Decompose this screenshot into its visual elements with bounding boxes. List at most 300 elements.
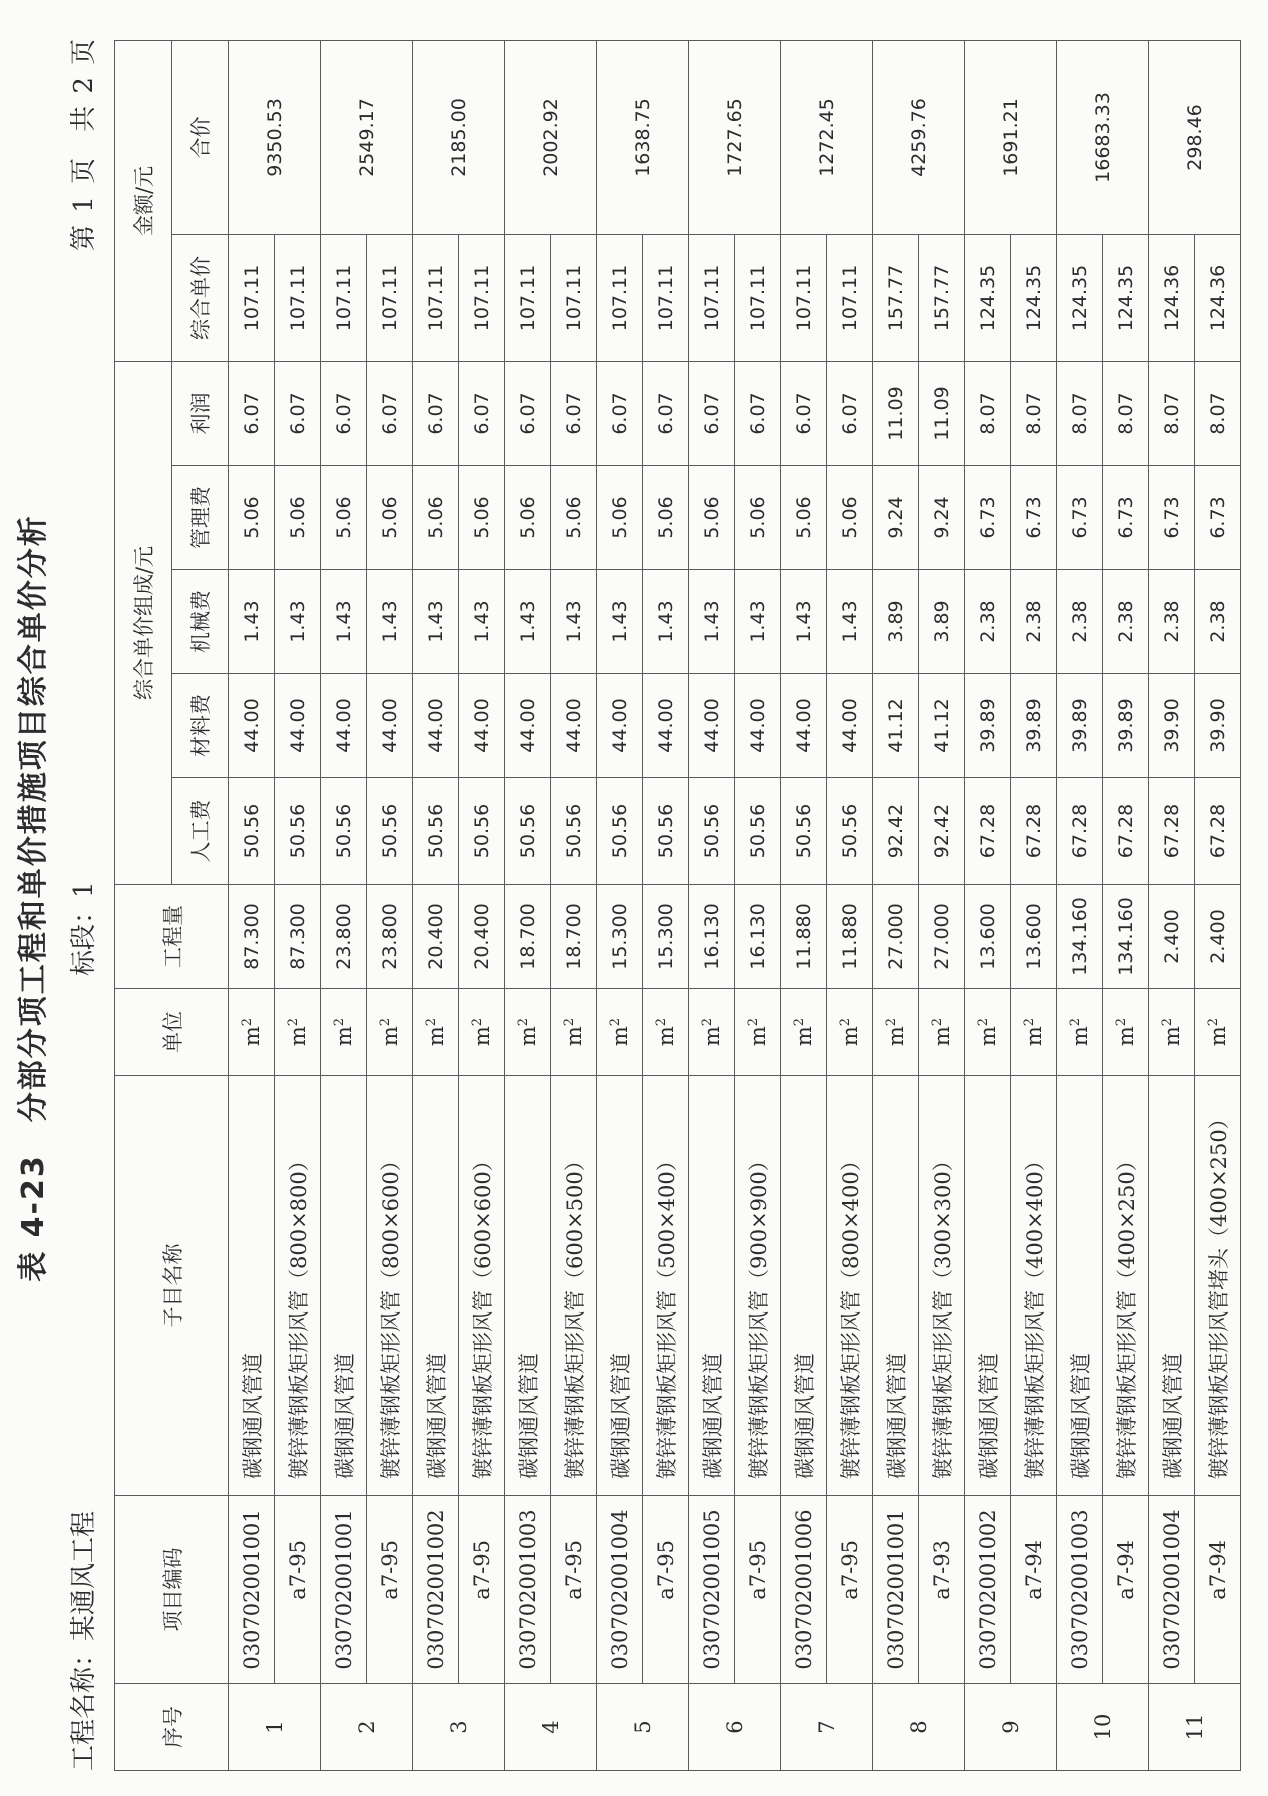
sub-labor-cell: 67.28 xyxy=(1103,778,1149,885)
qty-cell: 13.600 xyxy=(965,885,1011,989)
unit-cell xyxy=(551,989,597,1076)
name-cell: 碳钢通风管道 xyxy=(597,1076,643,1496)
total-cell: 1638.75 xyxy=(597,40,689,234)
sub-material-cell: 41.12 xyxy=(919,674,965,778)
unit-cell xyxy=(735,989,781,1076)
seq-cell: 8 xyxy=(873,1684,965,1771)
material-cell: 44.00 xyxy=(229,674,275,778)
unit-text: m xyxy=(745,1026,770,1047)
unit-text: m xyxy=(423,1026,448,1047)
header-code: 项目编码 xyxy=(115,1496,229,1684)
profit-cell: 6.07 xyxy=(781,362,827,466)
seq-cell: 4 xyxy=(505,1684,597,1771)
sub-profit-cell: 6.07 xyxy=(827,362,873,466)
sub-profit-cell: 8.07 xyxy=(1103,362,1149,466)
unit-text: m xyxy=(1067,1026,1092,1047)
unit-cell xyxy=(229,989,275,1076)
sub-material-cell: 44.00 xyxy=(551,674,597,778)
total-cell: 2185.00 xyxy=(413,40,505,234)
code-cell: 030702001006 xyxy=(781,1496,827,1684)
unit-text: m xyxy=(975,1026,1000,1047)
profit-cell: 8.07 xyxy=(1057,362,1103,466)
table-subrow xyxy=(919,40,965,1770)
unit-superscript: 2 xyxy=(791,1017,807,1027)
sub-labor-cell: 67.28 xyxy=(1195,778,1241,885)
unit-superscript: 2 xyxy=(331,1017,347,1027)
unit-text: m xyxy=(653,1026,678,1047)
header-profit: 利润 xyxy=(172,362,229,466)
labor-cell: 50.56 xyxy=(505,778,551,885)
sub-qty-cell: 20.400 xyxy=(459,885,505,989)
header-composition-group: 综合单价组成/元 xyxy=(115,362,172,885)
profit-cell: 6.07 xyxy=(321,362,367,466)
unit-text: m xyxy=(561,1026,586,1047)
header-mgmt: 管理费 xyxy=(172,466,229,570)
sub-machine-cell: 2.38 xyxy=(1011,570,1057,674)
material-cell: 44.00 xyxy=(413,674,459,778)
header-amount-group: 金额/元 xyxy=(115,40,172,361)
unit-price-cell: 124.35 xyxy=(965,235,1011,362)
labor-cell: 67.28 xyxy=(1057,778,1103,885)
table-row xyxy=(1149,40,1195,1770)
material-cell: 39.89 xyxy=(1057,674,1103,778)
unit-superscript: 2 xyxy=(929,1017,945,1027)
sub-qty-cell: 18.700 xyxy=(551,885,597,989)
sub-qty-cell: 134.160 xyxy=(1103,885,1149,989)
unit-price-cell: 107.11 xyxy=(229,235,275,362)
sub-machine-cell: 2.38 xyxy=(1103,570,1149,674)
unit-text: m xyxy=(837,1026,862,1047)
name-cell: 碳钢通风管道 xyxy=(965,1076,1011,1496)
mgmt-cell: 9.24 xyxy=(873,466,919,570)
unit-superscript: 2 xyxy=(607,1017,623,1027)
header-unit-price: 综合单价 xyxy=(172,235,229,362)
unit-superscript: 2 xyxy=(561,1017,577,1027)
header-unit: 单位 xyxy=(115,989,229,1076)
total-cell: 1727.65 xyxy=(689,40,781,234)
sub-code-cell: a7-94 xyxy=(1103,1496,1149,1684)
table-subrow xyxy=(735,40,781,1770)
unit-cell xyxy=(873,989,919,1076)
sub-name-cell: 镀锌薄钢板矩形风管（800×400） xyxy=(827,1076,873,1496)
labor-cell: 50.56 xyxy=(597,778,643,885)
sub-material-cell: 44.00 xyxy=(275,674,321,778)
sub-code-cell: a7-95 xyxy=(459,1496,505,1684)
table-row xyxy=(321,40,367,1770)
sub-qty-cell: 11.880 xyxy=(827,885,873,989)
total-cell: 2549.17 xyxy=(321,40,413,234)
qty-cell: 2.400 xyxy=(1149,885,1195,989)
mgmt-cell: 5.06 xyxy=(597,466,643,570)
unit-price-cell: 157.77 xyxy=(873,235,919,362)
table-row xyxy=(965,40,1011,1770)
unit-superscript: 2 xyxy=(285,1017,301,1027)
sub-profit-cell: 6.07 xyxy=(367,362,413,466)
sub-material-cell: 44.00 xyxy=(459,674,505,778)
table-row xyxy=(873,40,919,1770)
material-cell: 44.00 xyxy=(321,674,367,778)
name-cell: 碳钢通风管道 xyxy=(229,1076,275,1496)
sub-unit-price-cell: 107.11 xyxy=(827,235,873,362)
sub-machine-cell: 1.43 xyxy=(275,570,321,674)
unit-cell xyxy=(643,989,689,1076)
mgmt-cell: 5.06 xyxy=(781,466,827,570)
table-subrow xyxy=(275,40,321,1770)
total-cell: 298.46 xyxy=(1149,40,1241,234)
table-subrow xyxy=(459,40,505,1770)
code-cell: 030702001004 xyxy=(597,1496,643,1684)
profit-cell: 6.07 xyxy=(689,362,735,466)
profit-cell: 6.07 xyxy=(229,362,275,466)
qty-cell: 23.800 xyxy=(321,885,367,989)
total-cell: 4259.76 xyxy=(873,40,965,234)
sub-machine-cell: 1.43 xyxy=(459,570,505,674)
sub-name-cell: 镀锌薄钢板矩形风管（600×600） xyxy=(459,1076,505,1496)
sub-mgmt-cell: 5.06 xyxy=(827,466,873,570)
unit-text: m xyxy=(1159,1026,1184,1047)
unit-superscript: 2 xyxy=(745,1017,761,1027)
sub-mgmt-cell: 5.06 xyxy=(551,466,597,570)
profit-cell: 8.07 xyxy=(1149,362,1195,466)
sub-code-cell: a7-94 xyxy=(1195,1496,1241,1684)
unit-cell xyxy=(367,989,413,1076)
mgmt-cell: 6.73 xyxy=(1057,466,1103,570)
sub-labor-cell: 50.56 xyxy=(643,778,689,885)
table-subrow xyxy=(1103,40,1149,1770)
sub-qty-cell: 16.130 xyxy=(735,885,781,989)
sub-mgmt-cell: 6.73 xyxy=(1195,466,1241,570)
sub-unit-price-cell: 107.11 xyxy=(459,235,505,362)
material-cell: 44.00 xyxy=(781,674,827,778)
profit-cell: 8.07 xyxy=(965,362,1011,466)
unit-superscript: 2 xyxy=(1113,1017,1129,1027)
total-cell: 1691.21 xyxy=(965,40,1057,234)
total-cell: 9350.53 xyxy=(229,40,321,234)
unit-superscript: 2 xyxy=(1159,1017,1175,1027)
labor-cell: 50.56 xyxy=(781,778,827,885)
unit-superscript: 2 xyxy=(837,1017,853,1027)
table-subrow xyxy=(1195,40,1241,1770)
qty-cell: 11.880 xyxy=(781,885,827,989)
qty-cell: 18.700 xyxy=(505,885,551,989)
sub-qty-cell: 15.300 xyxy=(643,885,689,989)
unit-text: m xyxy=(1113,1026,1138,1047)
unit-cell xyxy=(781,989,827,1076)
sub-labor-cell: 50.56 xyxy=(551,778,597,885)
machine-cell: 1.43 xyxy=(689,570,735,674)
table-subrow xyxy=(551,40,597,1770)
sub-mgmt-cell: 5.06 xyxy=(735,466,781,570)
sub-unit-price-cell: 157.77 xyxy=(919,235,965,362)
unit-superscript: 2 xyxy=(239,1017,255,1027)
qty-cell: 134.160 xyxy=(1057,885,1103,989)
unit-cell xyxy=(1149,989,1195,1076)
code-cell: 030702001001 xyxy=(321,1496,367,1684)
sub-code-cell: a7-94 xyxy=(1011,1496,1057,1684)
unit-price-cell: 107.11 xyxy=(597,235,643,362)
unit-superscript: 2 xyxy=(469,1017,485,1027)
machine-cell: 2.38 xyxy=(965,570,1011,674)
unit-price-cell: 107.11 xyxy=(505,235,551,362)
unit-cell xyxy=(413,989,459,1076)
unit-price-analysis-table xyxy=(114,40,1241,1771)
labor-cell: 67.28 xyxy=(1149,778,1195,885)
sub-material-cell: 44.00 xyxy=(367,674,413,778)
name-cell: 碳钢通风管道 xyxy=(1149,1076,1195,1496)
sub-material-cell: 39.90 xyxy=(1195,674,1241,778)
sub-code-cell: a7-95 xyxy=(827,1496,873,1684)
header-material: 材料费 xyxy=(172,674,229,778)
sub-unit-price-cell: 107.11 xyxy=(275,235,321,362)
sub-unit-price-cell: 124.36 xyxy=(1195,235,1241,362)
machine-cell: 1.43 xyxy=(781,570,827,674)
table-row xyxy=(1057,40,1103,1770)
unit-text: m xyxy=(699,1026,724,1047)
sub-name-cell: 镀锌薄钢板矩形风管（500×400） xyxy=(643,1076,689,1496)
table-subrow xyxy=(1011,40,1057,1770)
page-info: 第 1 页 共 2 页 xyxy=(69,38,99,251)
machine-cell: 1.43 xyxy=(505,570,551,674)
unit-cell xyxy=(1195,989,1241,1076)
total-cell: 16683.33 xyxy=(1057,40,1149,234)
labor-cell: 50.56 xyxy=(689,778,735,885)
unit-text: m xyxy=(1021,1026,1046,1047)
sub-name-cell: 镀锌薄钢板矩形风管（400×250） xyxy=(1103,1076,1149,1496)
sub-code-cell: a7-95 xyxy=(735,1496,781,1684)
sub-mgmt-cell: 5.06 xyxy=(367,466,413,570)
unit-text: m xyxy=(377,1026,402,1047)
sub-name-cell: 镀锌薄钢板矩形风管堵头（400×250） xyxy=(1195,1076,1241,1496)
unit-price-cell: 107.11 xyxy=(689,235,735,362)
unit-superscript: 2 xyxy=(1067,1017,1083,1027)
sub-profit-cell: 6.07 xyxy=(275,362,321,466)
header-labor: 人工费 xyxy=(172,778,229,885)
sub-profit-cell: 6.07 xyxy=(735,362,781,466)
unit-superscript: 2 xyxy=(423,1017,439,1027)
sub-machine-cell: 2.38 xyxy=(1195,570,1241,674)
material-cell: 44.00 xyxy=(505,674,551,778)
table-body xyxy=(229,40,1241,1770)
sub-unit-price-cell: 107.11 xyxy=(367,235,413,362)
code-cell: 030702001002 xyxy=(965,1496,1011,1684)
seq-cell: 1 xyxy=(229,1684,321,1771)
unit-cell xyxy=(597,989,643,1076)
profit-cell: 6.07 xyxy=(597,362,643,466)
sub-qty-cell: 87.300 xyxy=(275,885,321,989)
seq-cell: 9 xyxy=(965,1684,1057,1771)
sub-qty-cell: 13.600 xyxy=(1011,885,1057,989)
qty-cell: 16.130 xyxy=(689,885,735,989)
mgmt-cell: 5.06 xyxy=(229,466,275,570)
sub-machine-cell: 1.43 xyxy=(643,570,689,674)
material-cell: 39.89 xyxy=(965,674,1011,778)
qty-cell: 20.400 xyxy=(413,885,459,989)
unit-text: m xyxy=(239,1026,264,1047)
unit-text: m xyxy=(883,1026,908,1047)
seq-cell: 7 xyxy=(781,1684,873,1771)
unit-superscript: 2 xyxy=(653,1017,669,1027)
sub-unit-price-cell: 124.35 xyxy=(1011,235,1057,362)
mgmt-cell: 6.73 xyxy=(965,466,1011,570)
unit-cell xyxy=(459,989,505,1076)
name-cell: 碳钢通风管道 xyxy=(781,1076,827,1496)
unit-superscript: 2 xyxy=(699,1017,715,1027)
sub-mgmt-cell: 6.73 xyxy=(1011,466,1057,570)
unit-text: m xyxy=(929,1026,954,1047)
sub-name-cell: 镀锌薄钢板矩形风管（400×400） xyxy=(1011,1076,1057,1496)
seq-cell: 10 xyxy=(1057,1684,1149,1771)
unit-superscript: 2 xyxy=(515,1017,531,1027)
sub-name-cell: 镀锌薄钢板矩形风管（300×300） xyxy=(919,1076,965,1496)
sub-labor-cell: 50.56 xyxy=(735,778,781,885)
sub-machine-cell: 1.43 xyxy=(735,570,781,674)
total-cell: 2002.92 xyxy=(505,40,597,234)
table-subrow xyxy=(643,40,689,1770)
sub-material-cell: 39.89 xyxy=(1011,674,1057,778)
labor-cell: 92.42 xyxy=(873,778,919,885)
header-machine: 机械费 xyxy=(172,570,229,674)
sub-mgmt-cell: 5.06 xyxy=(275,466,321,570)
sub-unit-price-cell: 107.11 xyxy=(735,235,781,362)
sub-code-cell: a7-95 xyxy=(643,1496,689,1684)
sub-labor-cell: 50.56 xyxy=(367,778,413,885)
header-total: 合价 xyxy=(172,40,229,234)
unit-price-cell: 107.11 xyxy=(781,235,827,362)
sub-profit-cell: 6.07 xyxy=(551,362,597,466)
sub-code-cell: a7-95 xyxy=(367,1496,413,1684)
labor-cell: 50.56 xyxy=(229,778,275,885)
sub-mgmt-cell: 9.24 xyxy=(919,466,965,570)
sub-material-cell: 44.00 xyxy=(827,674,873,778)
sub-machine-cell: 1.43 xyxy=(367,570,413,674)
code-cell: 030702001001 xyxy=(873,1496,919,1684)
machine-cell: 2.38 xyxy=(1057,570,1103,674)
unit-cell xyxy=(965,989,1011,1076)
sub-labor-cell: 92.42 xyxy=(919,778,965,885)
sub-labor-cell: 67.28 xyxy=(1011,778,1057,885)
sub-machine-cell: 1.43 xyxy=(551,570,597,674)
sub-material-cell: 39.89 xyxy=(1103,674,1149,778)
unit-text: m xyxy=(515,1026,540,1047)
sub-material-cell: 44.00 xyxy=(643,674,689,778)
header-seq: 序号 xyxy=(115,1684,229,1771)
unit-cell xyxy=(1011,989,1057,1076)
material-cell: 39.90 xyxy=(1149,674,1195,778)
labor-cell: 50.56 xyxy=(413,778,459,885)
machine-cell: 3.89 xyxy=(873,570,919,674)
table-row xyxy=(597,40,643,1770)
mgmt-cell: 5.06 xyxy=(413,466,459,570)
unit-cell xyxy=(1103,989,1149,1076)
header-qty: 工程量 xyxy=(115,885,229,989)
unit-cell xyxy=(827,989,873,1076)
unit-text: m xyxy=(791,1026,816,1047)
table-row xyxy=(781,40,827,1770)
labor-cell: 67.28 xyxy=(965,778,1011,885)
code-cell: 030702001003 xyxy=(505,1496,551,1684)
sub-machine-cell: 1.43 xyxy=(827,570,873,674)
sub-profit-cell: 8.07 xyxy=(1195,362,1241,466)
unit-price-cell: 124.35 xyxy=(1057,235,1103,362)
mgmt-cell: 5.06 xyxy=(505,466,551,570)
sub-profit-cell: 6.07 xyxy=(459,362,505,466)
sub-mgmt-cell: 5.06 xyxy=(459,466,505,570)
name-cell: 碳钢通风管道 xyxy=(413,1076,459,1496)
material-cell: 44.00 xyxy=(689,674,735,778)
table-row xyxy=(413,40,459,1770)
unit-superscript: 2 xyxy=(975,1017,991,1027)
mgmt-cell: 5.06 xyxy=(321,466,367,570)
sub-name-cell: 镀锌薄钢板矩形风管（800×600） xyxy=(367,1076,413,1496)
material-cell: 44.00 xyxy=(597,674,643,778)
seq-cell: 2 xyxy=(321,1684,413,1771)
sub-labor-cell: 50.56 xyxy=(827,778,873,885)
sub-name-cell: 镀锌薄钢板矩形风管（600×500） xyxy=(551,1076,597,1496)
sub-code-cell: a7-93 xyxy=(919,1496,965,1684)
unit-text: m xyxy=(285,1026,310,1047)
code-cell: 030702001002 xyxy=(413,1496,459,1684)
sub-machine-cell: 3.89 xyxy=(919,570,965,674)
sub-material-cell: 44.00 xyxy=(735,674,781,778)
unit-superscript: 2 xyxy=(1021,1017,1037,1027)
total-cell: 1272.45 xyxy=(781,40,873,234)
mgmt-cell: 6.73 xyxy=(1149,466,1195,570)
table-row xyxy=(229,40,275,1770)
unit-cell xyxy=(505,989,551,1076)
unit-price-cell: 107.11 xyxy=(321,235,367,362)
sub-unit-price-cell: 124.35 xyxy=(1103,235,1149,362)
sub-mgmt-cell: 6.73 xyxy=(1103,466,1149,570)
sub-profit-cell: 11.09 xyxy=(919,362,965,466)
sub-qty-cell: 23.800 xyxy=(367,885,413,989)
labor-cell: 50.56 xyxy=(321,778,367,885)
sub-name-cell: 镀锌薄钢板矩形风管（900×900） xyxy=(735,1076,781,1496)
qty-cell: 27.000 xyxy=(873,885,919,989)
code-cell: 030702001004 xyxy=(1149,1496,1195,1684)
unit-superscript: 2 xyxy=(1205,1017,1221,1027)
unit-price-cell: 124.36 xyxy=(1149,235,1195,362)
unit-cell xyxy=(275,989,321,1076)
table-row xyxy=(689,40,735,1770)
name-cell: 碳钢通风管道 xyxy=(1057,1076,1103,1496)
profit-cell: 6.07 xyxy=(505,362,551,466)
seq-cell: 3 xyxy=(413,1684,505,1771)
sub-labor-cell: 50.56 xyxy=(459,778,505,885)
unit-superscript: 2 xyxy=(377,1017,393,1027)
table-subrow xyxy=(367,40,413,1770)
sub-profit-cell: 8.07 xyxy=(1011,362,1057,466)
name-cell: 碳钢通风管道 xyxy=(689,1076,735,1496)
unit-cell xyxy=(1057,989,1103,1076)
unit-cell xyxy=(919,989,965,1076)
section-label: 标段：1 xyxy=(69,881,99,976)
table-subrow xyxy=(827,40,873,1770)
unit-cell xyxy=(321,989,367,1076)
header-name: 子目名称 xyxy=(115,1076,229,1496)
material-cell: 41.12 xyxy=(873,674,919,778)
code-cell: 030702001005 xyxy=(689,1496,735,1684)
name-cell: 碳钢通风管道 xyxy=(505,1076,551,1496)
sub-mgmt-cell: 5.06 xyxy=(643,466,689,570)
sub-name-cell: 镀锌薄钢板矩形风管（800×800） xyxy=(275,1076,321,1496)
unit-cell xyxy=(689,989,735,1076)
profit-cell: 11.09 xyxy=(873,362,919,466)
sub-qty-cell: 27.000 xyxy=(919,885,965,989)
qty-cell: 87.300 xyxy=(229,885,275,989)
unit-text: m xyxy=(331,1026,356,1047)
sub-unit-price-cell: 107.11 xyxy=(643,235,689,362)
sub-profit-cell: 6.07 xyxy=(643,362,689,466)
